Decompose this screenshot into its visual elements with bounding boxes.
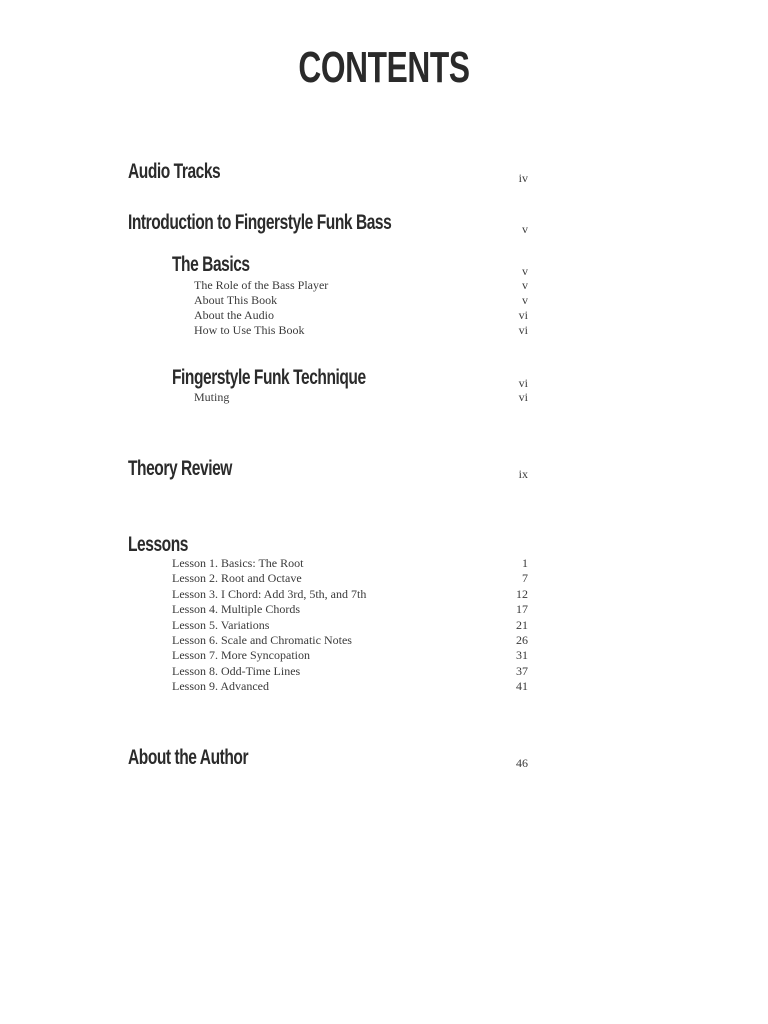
toc-item-label: Lesson 6. Scale and Chromatic Notes	[172, 633, 352, 647]
toc-page-number: 21	[516, 618, 528, 632]
toc-page-number: 31	[516, 648, 528, 662]
toc-item-label: Lesson 2. Root and Octave	[172, 571, 302, 585]
toc-page-number: vi	[518, 323, 528, 337]
page-title: CONTENTS	[298, 43, 470, 92]
toc-page-number: vi	[518, 390, 528, 404]
toc-item-label: Muting	[194, 390, 230, 404]
toc-page-number: v	[522, 264, 528, 278]
toc-page-number: 26	[516, 633, 528, 647]
toc-item-label: The Role of the Bass Player	[194, 278, 329, 292]
toc-page-number: 46	[516, 756, 528, 770]
toc-page-number: 37	[516, 664, 528, 678]
toc-item-label: About This Book	[194, 293, 278, 307]
toc-heading-label: Audio Tracks	[128, 160, 221, 183]
toc-page-number: v	[522, 293, 528, 307]
toc-page-number: vi	[518, 376, 528, 390]
toc-page-number: ix	[518, 467, 528, 481]
toc-item-label: About the Audio	[194, 308, 274, 322]
toc-page-number: 7	[522, 571, 528, 585]
toc-item-label: Lesson 9. Advanced	[172, 679, 269, 693]
toc-item-label: Lesson 3. I Chord: Add 3rd, 5th, and 7th	[172, 587, 367, 601]
toc-page-number: v	[522, 222, 528, 236]
toc-item-label: Lesson 4. Multiple Chords	[172, 602, 300, 616]
toc-page-number: vi	[518, 308, 528, 322]
toc-item-label: Lesson 7. More Syncopation	[172, 648, 310, 662]
toc-item-label: How to Use This Book	[194, 323, 305, 337]
toc-item-label: Lesson 1. Basics: The Root	[172, 556, 304, 570]
toc-page-number: 1	[522, 556, 528, 570]
toc-subheading-label: Fingerstyle Funk Technique	[172, 366, 366, 389]
toc-heading-label: Introduction to Fingerstyle Funk Bass	[128, 211, 392, 234]
toc-item-label: Lesson 8. Odd-Time Lines	[172, 664, 301, 678]
toc-heading-label: Lessons	[128, 533, 188, 556]
toc-page-number: 17	[516, 602, 528, 616]
toc-subheading-label: The Basics	[172, 253, 250, 276]
toc-page-number: iv	[518, 171, 528, 185]
toc-page-number: 12	[516, 587, 528, 601]
toc-item-label: Lesson 5. Variations	[172, 618, 270, 632]
toc-heading-label: About the Author	[128, 746, 249, 769]
toc-page-number: 41	[516, 679, 528, 693]
toc-heading-label: Theory Review	[128, 457, 232, 480]
toc-page-number: v	[522, 278, 528, 292]
